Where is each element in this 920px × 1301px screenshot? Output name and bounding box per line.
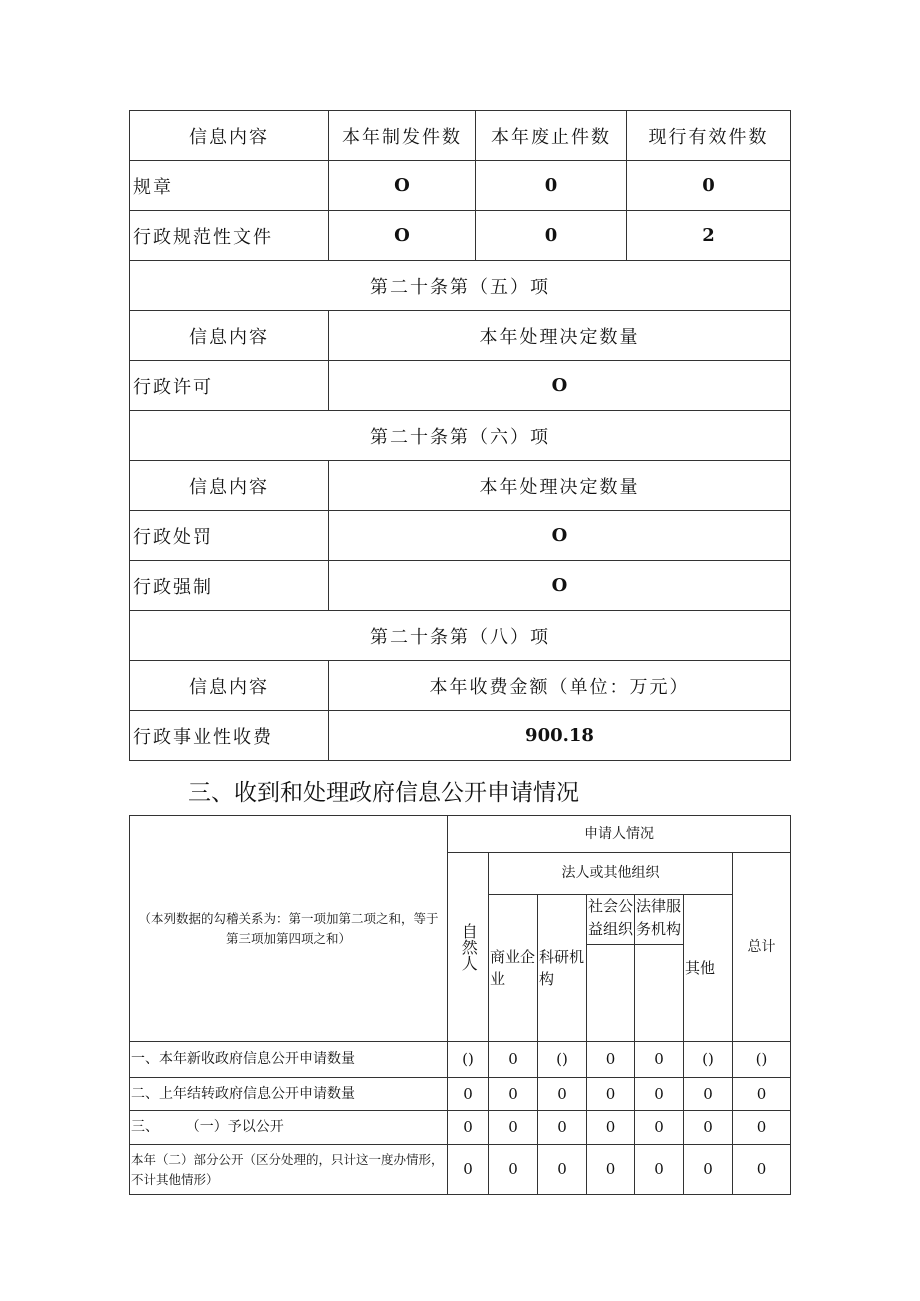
value-cell: 0: [489, 1078, 538, 1111]
value-cell: O: [329, 161, 476, 211]
value-cell: 0: [538, 1111, 587, 1145]
col-total: 总计: [733, 853, 791, 1042]
header-cell: 信息内容: [130, 311, 329, 361]
value-cell: O: [329, 511, 791, 561]
table-row: [130, 1111, 791, 1145]
col-other: 其他: [684, 895, 733, 1042]
value-cell: 0: [733, 1111, 791, 1145]
table-header-row: [130, 661, 791, 711]
header-cell: 信息内容: [130, 111, 329, 161]
note-cell: （本列数据的勾稽关系为：第一项加第二项之和，等于第三项加第四项之和）: [130, 816, 448, 1042]
header-cell: 信息内容: [130, 661, 329, 711]
row-label: 一、本年新收政府信息公开申请数量: [130, 1042, 448, 1078]
value-cell: 0: [684, 1078, 733, 1111]
table-row: [130, 511, 791, 561]
applications-table: [129, 815, 791, 1195]
empty-cell: [635, 945, 684, 1042]
header-cell: 本年制发件数: [329, 111, 476, 161]
value-cell: 0: [476, 161, 627, 211]
col-legal-service: 法律服务机构: [635, 895, 684, 945]
legal-header: 法人或其他组织: [489, 853, 733, 895]
table-header-row: [130, 816, 791, 853]
table-header-row: [130, 461, 791, 511]
header-cell: 本年收费金额（单位：万元）: [329, 661, 791, 711]
table-header-row: [130, 311, 791, 361]
col-research: 科研机构: [538, 895, 587, 1042]
value-cell: 0: [684, 1111, 733, 1145]
row-label: 行政规范性文件: [130, 211, 329, 261]
value-cell: 0: [587, 1078, 635, 1111]
section-title: 第二十条第（八）项: [130, 611, 791, 661]
section-title-row: [130, 611, 791, 661]
value-cell: 0: [476, 211, 627, 261]
value-cell: 0: [627, 161, 791, 211]
value-cell: O: [329, 561, 791, 611]
value-cell: 0: [635, 1042, 684, 1078]
value-cell: (): [448, 1042, 489, 1078]
table-row: [130, 161, 791, 211]
header-cell: 现行有效件数: [627, 111, 791, 161]
value-cell: 0: [489, 1042, 538, 1078]
value-cell: 0: [538, 1145, 587, 1195]
value-cell: 0: [538, 1078, 587, 1111]
value-cell: O: [329, 361, 791, 411]
header-cell: 本年处理决定数量: [329, 311, 791, 361]
value-cell: (): [538, 1042, 587, 1078]
table-header-row: [130, 111, 791, 161]
value-cell: 0: [684, 1145, 733, 1195]
value-cell: 0: [587, 1145, 635, 1195]
value-cell: (): [733, 1042, 791, 1078]
section-title-row: [130, 261, 791, 311]
value-cell: 0: [489, 1111, 538, 1145]
empty-cell: [587, 945, 635, 1042]
col-business: 商业企业: [489, 895, 538, 1042]
header-cell: 信息内容: [130, 461, 329, 511]
value-cell: 0: [587, 1111, 635, 1145]
value-cell: 0: [635, 1111, 684, 1145]
value-cell: O: [329, 211, 476, 261]
section-title-row: [130, 411, 791, 461]
col-social: 社会公益组织: [587, 895, 635, 945]
value-cell: 900.18: [329, 711, 791, 761]
section-heading: 三、收到和处理政府信息公开申请情况: [188, 780, 579, 806]
row-label: 行政处罚: [130, 511, 329, 561]
value-cell: 0: [448, 1111, 489, 1145]
value-cell: 0: [635, 1145, 684, 1195]
table-row: [130, 711, 791, 761]
table-row: [130, 1145, 791, 1195]
col-natural-label: 自然人: [459, 923, 479, 971]
row-label: 规章: [130, 161, 329, 211]
table-row: [130, 361, 791, 411]
section-title: 第二十条第（五）项: [130, 261, 791, 311]
value-cell: 0: [635, 1078, 684, 1111]
table-row: [130, 1042, 791, 1078]
col-natural: [448, 853, 489, 1042]
table-row: [130, 561, 791, 611]
value-cell: 0: [733, 1145, 791, 1195]
value-cell: 2: [627, 211, 791, 261]
value-cell: (): [684, 1042, 733, 1078]
row-label: 行政许可: [130, 361, 329, 411]
value-cell: 0: [448, 1145, 489, 1195]
value-cell: 0: [489, 1145, 538, 1195]
regulation-table: [129, 110, 791, 761]
row-label: 三、 （一）予以公开: [130, 1111, 448, 1145]
value-cell: 0: [587, 1042, 635, 1078]
table-row: [130, 1078, 791, 1111]
header-cell: 本年废止件数: [476, 111, 627, 161]
value-cell: 0: [733, 1078, 791, 1111]
applicant-header: 申请人情况: [448, 816, 791, 853]
table-row: [130, 211, 791, 261]
row-label: 二、上年结转政府信息公开申请数量: [130, 1078, 448, 1111]
row-label: 行政强制: [130, 561, 329, 611]
row-label: 行政事业性收费: [130, 711, 329, 761]
header-cell: 本年处理决定数量: [329, 461, 791, 511]
row-label: 本年（二）部分公开（区分处理的，只计这一度办情形，不计其他情形）: [130, 1145, 448, 1195]
section-title: 第二十条第（六）项: [130, 411, 791, 461]
value-cell: 0: [448, 1078, 489, 1111]
